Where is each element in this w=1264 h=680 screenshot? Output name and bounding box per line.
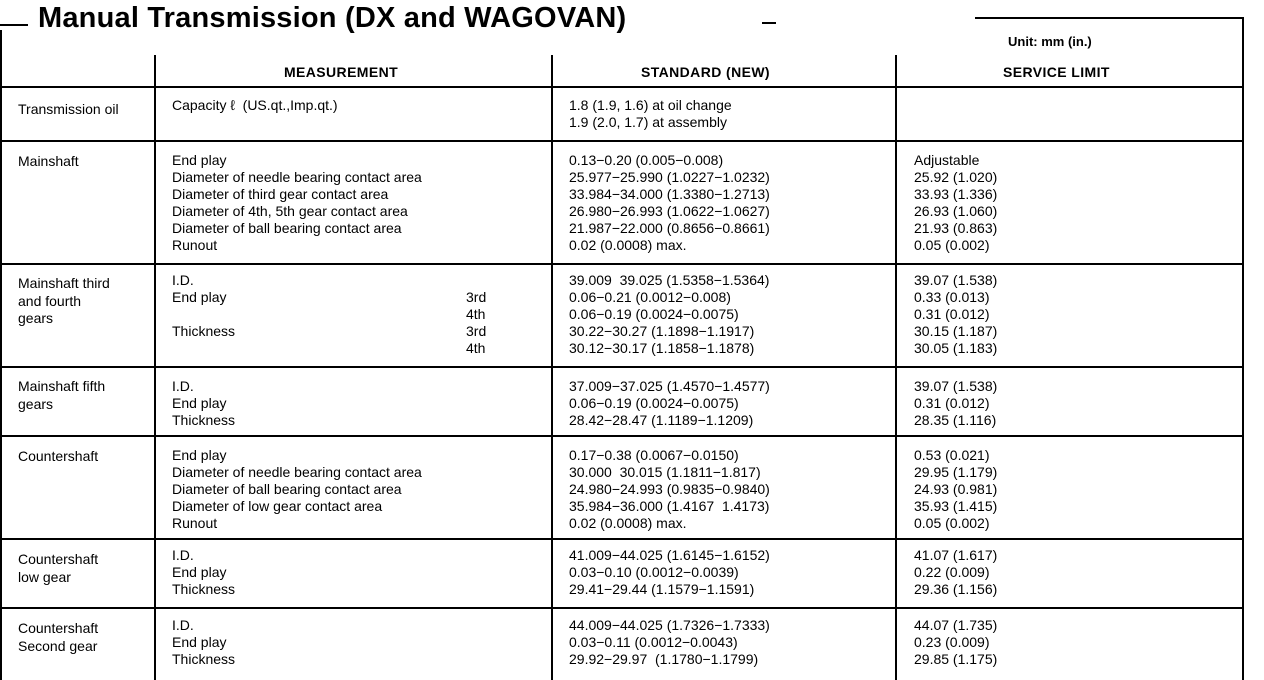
row-label-countershaft-second: Countershaft Second gear <box>18 620 99 654</box>
measurement-cell: Thickness <box>172 651 236 667</box>
service-limit-value: 39.07 (1.538) <box>914 378 998 394</box>
row-divider <box>0 538 1243 540</box>
row-divider <box>0 435 1243 437</box>
service-limit-value: 29.85 (1.175) <box>914 651 998 667</box>
service-limit-value: 30.15 (1.187) <box>914 323 998 339</box>
standard-value: 26.980−26.993 (1.0622−1.0627) <box>569 203 770 219</box>
standard-value: 0.02 (0.0008) max. <box>569 515 687 531</box>
measurement-cell: Thickness <box>172 323 236 339</box>
title-dash-left <box>0 24 28 26</box>
column-header-measurement: MEASUREMENT <box>284 64 399 80</box>
column-header-standard: STANDARD (NEW) <box>641 64 770 80</box>
measurement-cell: Diameter of ball bearing contact area <box>172 220 402 236</box>
measurement-cell: End play <box>172 634 227 650</box>
measurement-cell: Diameter of low gear contact area <box>172 498 383 514</box>
standard-value: 0.03−0.10 (0.0012−0.0039) <box>569 564 739 580</box>
row-label-countershaft-low: Countershaft low gear <box>18 551 99 585</box>
row-label-mainshaft-third-fourth: Mainshaft third and fourth gears <box>18 275 110 326</box>
row-divider <box>0 607 1243 609</box>
column-divider <box>154 55 156 680</box>
measurement-cell: End play <box>172 447 227 463</box>
measurement-cell: Thickness <box>172 581 236 597</box>
measurement-cell: Runout <box>172 237 218 253</box>
service-limit-value: 21.93 (0.863) <box>914 220 998 236</box>
row-label-transmission-oil: Transmission oil <box>18 101 119 117</box>
standard-value: 30.12−30.17 (1.1858−1.1878) <box>569 340 755 356</box>
column-divider <box>895 55 897 680</box>
service-limit-value: 0.33 (0.013) <box>914 289 990 305</box>
service-limit-value: 0.05 (0.002) <box>914 237 990 253</box>
unit-label: Unit: mm (in.) <box>1008 34 1092 49</box>
table-border-left <box>0 30 2 680</box>
measurement-cell: Diameter of 4th, 5th gear contact area <box>172 203 408 219</box>
standard-value: 0.03−0.11 (0.0012−0.0043) <box>569 634 738 650</box>
service-limit-value: 35.93 (1.415) <box>914 498 998 514</box>
standard-value: 0.06−0.21 (0.0012−0.008) <box>569 289 731 305</box>
standard-value: 30.22−30.27 (1.1898−1.1917) <box>569 323 755 339</box>
measurement-cell: Diameter of needle bearing contact area <box>172 169 422 185</box>
standard-value: 30.000 30.015 (1.1811−1.817) <box>569 464 761 480</box>
measurement-cell: End play <box>172 289 227 305</box>
service-limit-value: 0.23 (0.009) <box>914 634 990 650</box>
service-limit-value: 24.93 (0.981) <box>914 481 998 497</box>
measurement-cell: End play <box>172 152 227 168</box>
standard-value: 0.02 (0.0008) max. <box>569 237 687 253</box>
row-label-mainshaft: Mainshaft <box>18 153 79 169</box>
gear-sub-label: 4th <box>466 340 486 356</box>
service-limit-value: 25.92 (1.020) <box>914 169 998 185</box>
row-divider <box>0 86 1243 88</box>
service-limit-value: 30.05 (1.183) <box>914 340 998 356</box>
service-limit-value: 41.07 (1.617) <box>914 547 998 563</box>
measurement-cell: Diameter of ball bearing contact area <box>172 481 402 497</box>
page-title: Manual Transmission (DX and WAGOVAN) <box>38 2 627 34</box>
standard-value: 25.977−25.990 (1.0227−1.0232) <box>569 169 770 185</box>
measurement-cell: I.D. <box>172 272 194 288</box>
service-limit-value: 39.07 (1.538) <box>914 272 998 288</box>
service-limit-value: 29.95 (1.179) <box>914 464 998 480</box>
standard-value: 39.009 39.025 (1.5358−1.5364) <box>569 272 770 288</box>
measurement-cell: Diameter of third gear contact area <box>172 186 389 202</box>
service-limit-value: 26.93 (1.060) <box>914 203 998 219</box>
service-limit-value: Adjustable <box>914 152 980 168</box>
gear-sub-label: 3rd <box>466 323 487 339</box>
row-label-mainshaft-fifth: Mainshaft fifth gears <box>18 378 106 412</box>
measurement-cell: End play <box>172 395 227 411</box>
measurement-cell: Thickness <box>172 412 236 428</box>
standard-value: 28.42−28.47 (1.1189−1.1209) <box>569 412 754 428</box>
service-limit-value: 0.05 (0.002) <box>914 515 990 531</box>
column-header-service-limit: SERVICE LIMIT <box>1003 64 1110 80</box>
table-border-right <box>1242 17 1244 680</box>
standard-value: 37.009−37.025 (1.4570−1.4577) <box>569 378 770 394</box>
gear-sub-label: 3rd <box>466 289 487 305</box>
measurement-cell: End play <box>172 564 227 580</box>
row-divider <box>0 366 1243 368</box>
measurement-cell: I.D. <box>172 547 194 563</box>
row-divider <box>0 140 1243 142</box>
standard-value: 35.984−36.000 (1.4167 1.4173) <box>569 498 770 514</box>
row-label-countershaft: Countershaft <box>18 448 99 464</box>
measurement-cell: Diameter of needle bearing contact area <box>172 464 422 480</box>
standard-value: 41.009−44.025 (1.6145−1.6152) <box>569 547 770 563</box>
standard-value: 0.17−0.38 (0.0067−0.0150) <box>569 447 739 463</box>
standard-value: 0.06−0.19 (0.0024−0.0075) <box>569 395 739 411</box>
standard-value: 0.06−0.19 (0.0024−0.0075) <box>569 306 739 322</box>
standard-value: 1.8 (1.9, 1.6) at oil change <box>569 97 732 113</box>
service-limit-value: 0.31 (0.012) <box>914 306 990 322</box>
standard-value: 0.13−0.20 (0.005−0.008) <box>569 152 724 168</box>
service-limit-value: 0.53 (0.021) <box>914 447 990 463</box>
service-limit-value: 0.31 (0.012) <box>914 395 990 411</box>
measurement-cell: I.D. <box>172 617 194 633</box>
service-limit-value: 33.93 (1.336) <box>914 186 998 202</box>
service-limit-value: 29.36 (1.156) <box>914 581 998 597</box>
row-divider <box>0 263 1243 265</box>
service-limit-value: 28.35 (1.116) <box>914 412 997 428</box>
measurement-cell: Capacity ℓ (US.qt.,Imp.qt.) <box>172 97 338 113</box>
standard-value: 33.984−34.000 (1.3380−1.2713) <box>569 186 770 202</box>
service-limit-value: 0.22 (0.009) <box>914 564 990 580</box>
gear-sub-label: 4th <box>466 306 486 322</box>
column-divider <box>551 55 553 680</box>
measurement-cell: I.D. <box>172 378 194 394</box>
standard-value: 24.980−24.993 (0.9835−0.9840) <box>569 481 770 497</box>
standard-value: 21.987−22.000 (0.8656−0.8661) <box>569 220 770 236</box>
standard-value: 29.41−29.44 (1.1579−1.1591) <box>569 581 755 597</box>
unit-box-rule <box>975 17 1243 19</box>
title-dash-right <box>762 22 776 24</box>
service-limit-value: 44.07 (1.735) <box>914 617 998 633</box>
standard-value: 44.009−44.025 (1.7326−1.7333) <box>569 617 770 633</box>
standard-value: 29.92−29.97 (1.1780−1.1799) <box>569 651 759 667</box>
measurement-cell: Runout <box>172 515 218 531</box>
standard-value: 1.9 (2.0, 1.7) at assembly <box>569 114 727 130</box>
